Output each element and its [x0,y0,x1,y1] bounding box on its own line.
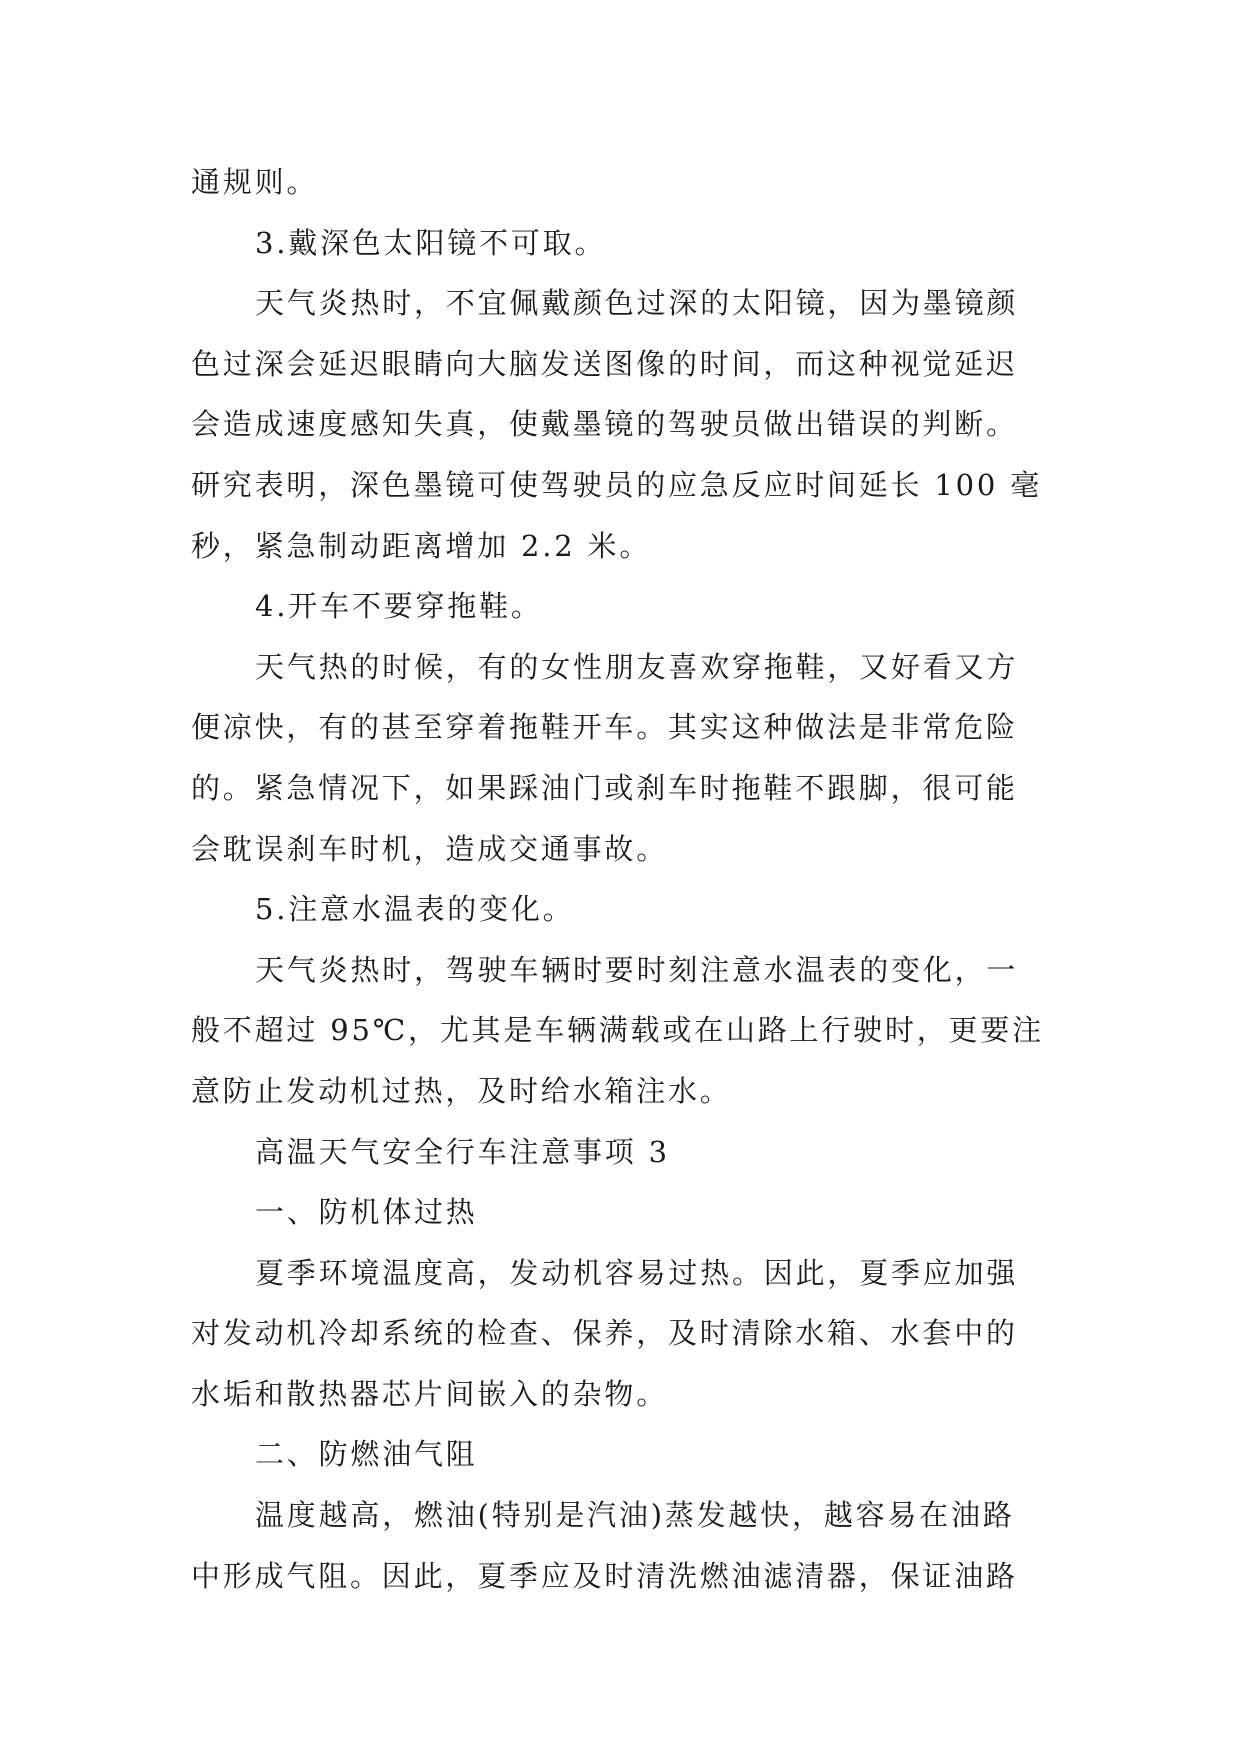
text-line: 的。紧急情况下，如果踩油门或刹车时拖鞋不跟脚，很可能 [191,770,1018,805]
text-line: 3.戴深色太阳镜不可取。 [255,225,607,260]
text-line: 秒，紧急制动距离增加 2.2 米。 [191,528,652,563]
subsection-heading: 一、防机体过热 [255,1195,478,1230]
text-line: 4.开车不要穿拖鞋。 [255,589,543,624]
text-line: 5.注意水温表的变化。 [255,892,575,927]
text-line: 会造成速度感知失真，使戴墨镜的驾驶员做出错误的判断。 [191,407,1018,442]
text-line: 温度越高，燃油(特别是汽油)蒸发越快，越容易在油路 [255,1498,1015,1533]
text-line: 意防止发动机过热，及时给水箱注水。 [191,1073,732,1108]
section-heading: 高温天气安全行车注意事项 3 [255,1134,670,1169]
text-line: 通规则。 [191,165,319,199]
text-line: 中形成气阻。因此，夏季应及时清洗燃油滤清器，保证油路 [191,1558,1018,1593]
text-line: 水垢和散热器芯片间嵌入的杂物。 [191,1376,669,1411]
text-line: 天气热的时候，有的女性朋友喜欢穿拖鞋，又好看又方 [255,649,1019,684]
text-line: 对发动机冷却系统的检查、保养，及时清除水箱、水套中的 [191,1316,1018,1351]
subsection-heading: 二、防燃油气阻 [255,1437,478,1472]
text-line: 色过深会延迟眼睛向大脑发送图像的时间，而这种视觉延迟 [191,346,1018,381]
text-line: 天气炎热时，不宜佩戴颜色过深的太阳镜，因为墨镜颜 [255,286,1019,321]
text-line: 天气炎热时，驾驶车辆时要时刻注意水温表的变化，一 [255,952,1019,987]
text-line: 便凉快，有的甚至穿着拖鞋开车。其实这种做法是非常危险 [191,710,1018,745]
text-line: 研究表明，深色墨镜可使驾驶员的应急反应时间延长 100 毫 [191,467,1042,502]
text-line: 般不超过 95℃，尤其是车辆满载或在山路上行驶时，更要注 [191,1013,1044,1048]
document-body [191,152,1051,1606]
text-line: 夏季环境温度高，发动机容易过热。因此，夏季应加强 [255,1255,1019,1290]
text-line: 会耽误刹车时机，造成交通事故。 [191,831,669,866]
